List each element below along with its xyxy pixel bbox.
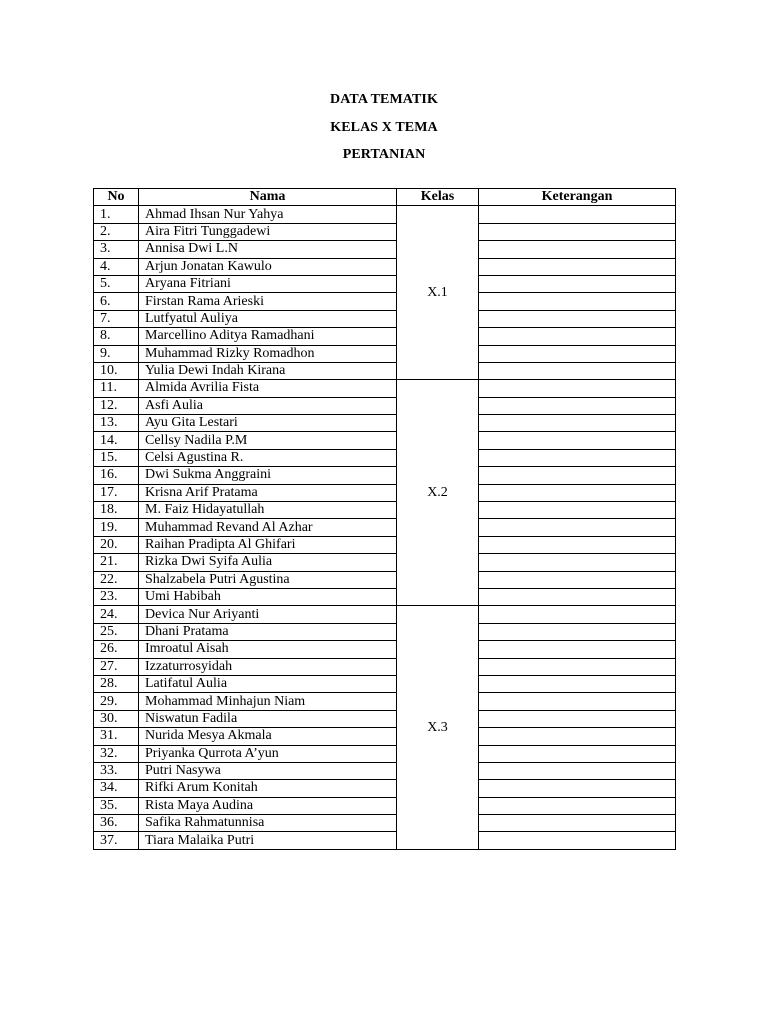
header-keterangan: Keterangan [479,189,676,206]
cell-nama: Aryana Fitriani [139,275,397,292]
cell-keterangan [479,588,676,605]
table-row [94,432,676,449]
table-row [94,641,676,658]
cell-no: 29. [94,693,139,710]
cell-keterangan [479,780,676,797]
cell-nama: Latifatul Aulia [139,675,397,692]
cell-keterangan [479,293,676,310]
cell-no: 17. [94,484,139,501]
cell-no: 35. [94,797,139,814]
cell-no: 8. [94,328,139,345]
cell-no: 18. [94,502,139,519]
table-row [94,241,676,258]
cell-nama: Muhammad Revand Al Azhar [139,519,397,536]
cell-nama: Arjun Jonatan Kawulo [139,258,397,275]
table-row [94,467,676,484]
cell-no: 20. [94,536,139,553]
cell-nama: Muhammad Rizky Romadhon [139,345,397,362]
cell-keterangan [479,710,676,727]
title-line-1: DATA TEMATIK [330,92,438,107]
cell-keterangan [479,554,676,571]
cell-keterangan [479,832,676,849]
cell-no: 36. [94,815,139,832]
cell-no: 34. [94,780,139,797]
cell-no: 3. [94,241,139,258]
cell-nama: Priyanka Qurrota A’yun [139,745,397,762]
cell-keterangan [479,484,676,501]
cell-nama: Rifki Arum Konitah [139,780,397,797]
cell-no: 15. [94,449,139,466]
cell-nama: Yulia Dewi Indah Kirana [139,362,397,379]
cell-keterangan [479,206,676,223]
cell-kelas: X.2 [397,380,479,606]
cell-no: 37. [94,832,139,849]
cell-nama: Aira Fitri Tunggadewi [139,223,397,240]
cell-keterangan [479,571,676,588]
cell-nama: Raihan Pradipta Al Ghifari [139,536,397,553]
cell-keterangan [479,449,676,466]
table-row [94,780,676,797]
table-row [94,345,676,362]
cell-keterangan [479,519,676,536]
cell-nama: Shalzabela Putri Agustina [139,571,397,588]
cell-no: 32. [94,745,139,762]
table-row [94,762,676,779]
cell-keterangan [479,467,676,484]
cell-keterangan [479,380,676,397]
table-row [94,606,676,623]
cell-no: 21. [94,554,139,571]
table-row [94,693,676,710]
cell-nama: Nurida Mesya Akmala [139,728,397,745]
cell-keterangan [479,797,676,814]
cell-nama: Rista Maya Audina [139,797,397,814]
table-row [94,815,676,832]
cell-no: 33. [94,762,139,779]
table-row [94,362,676,379]
table-row [94,710,676,727]
table-row [94,223,676,240]
cell-keterangan [479,258,676,275]
table-row [94,832,676,849]
cell-keterangan [479,675,676,692]
cell-nama: Marcellino Aditya Ramadhani [139,328,397,345]
cell-nama: M. Faiz Hidayatullah [139,502,397,519]
cell-keterangan [479,728,676,745]
cell-keterangan [479,328,676,345]
cell-nama: Firstan Rama Arieski [139,293,397,310]
student-table [93,188,676,850]
cell-no: 23. [94,588,139,605]
cell-no: 30. [94,710,139,727]
table-row [94,275,676,292]
cell-no: 16. [94,467,139,484]
table-row [94,797,676,814]
cell-no: 11. [94,380,139,397]
cell-nama: Krisna Arif Pratama [139,484,397,501]
cell-keterangan [479,641,676,658]
cell-no: 10. [94,362,139,379]
table-row [94,258,676,275]
cell-keterangan [479,536,676,553]
cell-no: 19. [94,519,139,536]
cell-keterangan [479,345,676,362]
table-row [94,415,676,432]
cell-keterangan [479,606,676,623]
table-row [94,328,676,345]
table-row [94,380,676,397]
cell-nama: Imroatul Aisah [139,641,397,658]
table-row [94,571,676,588]
table-row [94,658,676,675]
table-row [94,554,676,571]
cell-nama: Celsi Agustina R. [139,449,397,466]
table-header-row [94,189,676,206]
cell-keterangan [479,623,676,640]
cell-nama: Tiara Malaika Putri [139,832,397,849]
cell-nama: Dhani Pratama [139,623,397,640]
cell-nama: Rizka Dwi Syifa Aulia [139,554,397,571]
cell-no: 26. [94,641,139,658]
cell-no: 25. [94,623,139,640]
cell-keterangan [479,432,676,449]
cell-keterangan [479,362,676,379]
cell-kelas: X.1 [397,206,479,380]
cell-no: 2. [94,223,139,240]
cell-no: 5. [94,275,139,292]
cell-nama: Safika Rahmatunnisa [139,815,397,832]
cell-no: 7. [94,310,139,327]
table-row [94,728,676,745]
cell-nama: Asfi Aulia [139,397,397,414]
cell-no: 4. [94,258,139,275]
cell-nama: Cellsy Nadila P.M [139,432,397,449]
cell-kelas: X.3 [397,606,479,849]
cell-nama: Ahmad Ihsan Nur Yahya [139,206,397,223]
cell-no: 14. [94,432,139,449]
table-row [94,675,676,692]
table-row [94,449,676,466]
cell-no: 27. [94,658,139,675]
document-title [0,86,768,169]
cell-nama: Umi Habibah [139,588,397,605]
cell-nama: Devica Nur Ariyanti [139,606,397,623]
header-kelas: Kelas [397,189,479,206]
table-row [94,502,676,519]
cell-no: 31. [94,728,139,745]
table-row [94,519,676,536]
header-no: No [94,189,139,206]
cell-nama: Izzaturrosyidah [139,658,397,675]
cell-keterangan [479,223,676,240]
cell-no: 28. [94,675,139,692]
table-body [94,206,676,849]
cell-nama: Putri Nasywa [139,762,397,779]
cell-keterangan [479,502,676,519]
title-line-2: KELAS X TEMA [330,119,438,135]
cell-no: 22. [94,571,139,588]
cell-keterangan [479,745,676,762]
table-row [94,745,676,762]
cell-keterangan [479,658,676,675]
cell-nama: Mohammad Minhajun Niam [139,693,397,710]
cell-no: 1. [94,206,139,223]
cell-keterangan [479,815,676,832]
cell-no: 6. [94,293,139,310]
table-row [94,623,676,640]
table-row [94,536,676,553]
title-line-3: PERTANIAN [342,147,426,162]
cell-keterangan [479,415,676,432]
cell-no: 12. [94,397,139,414]
header-nama: Nama [139,189,397,206]
table-row [94,206,676,223]
cell-no: 9. [94,345,139,362]
cell-keterangan [479,762,676,779]
table-row [94,397,676,414]
table-row [94,310,676,327]
cell-keterangan [479,397,676,414]
table-row [94,484,676,501]
table-row [94,588,676,605]
cell-keterangan [479,241,676,258]
cell-keterangan [479,275,676,292]
cell-nama: Almida Avrilia Fista [139,380,397,397]
cell-nama: Ayu Gita Lestari [139,415,397,432]
cell-nama: Niswatun Fadila [139,710,397,727]
cell-nama: Lutfyatul Auliya [139,310,397,327]
cell-keterangan [479,310,676,327]
cell-no: 13. [94,415,139,432]
table-row [94,293,676,310]
cell-no: 24. [94,606,139,623]
cell-keterangan [479,693,676,710]
cell-nama: Dwi Sukma Anggraini [139,467,397,484]
cell-nama: Annisa Dwi L.N [139,241,397,258]
